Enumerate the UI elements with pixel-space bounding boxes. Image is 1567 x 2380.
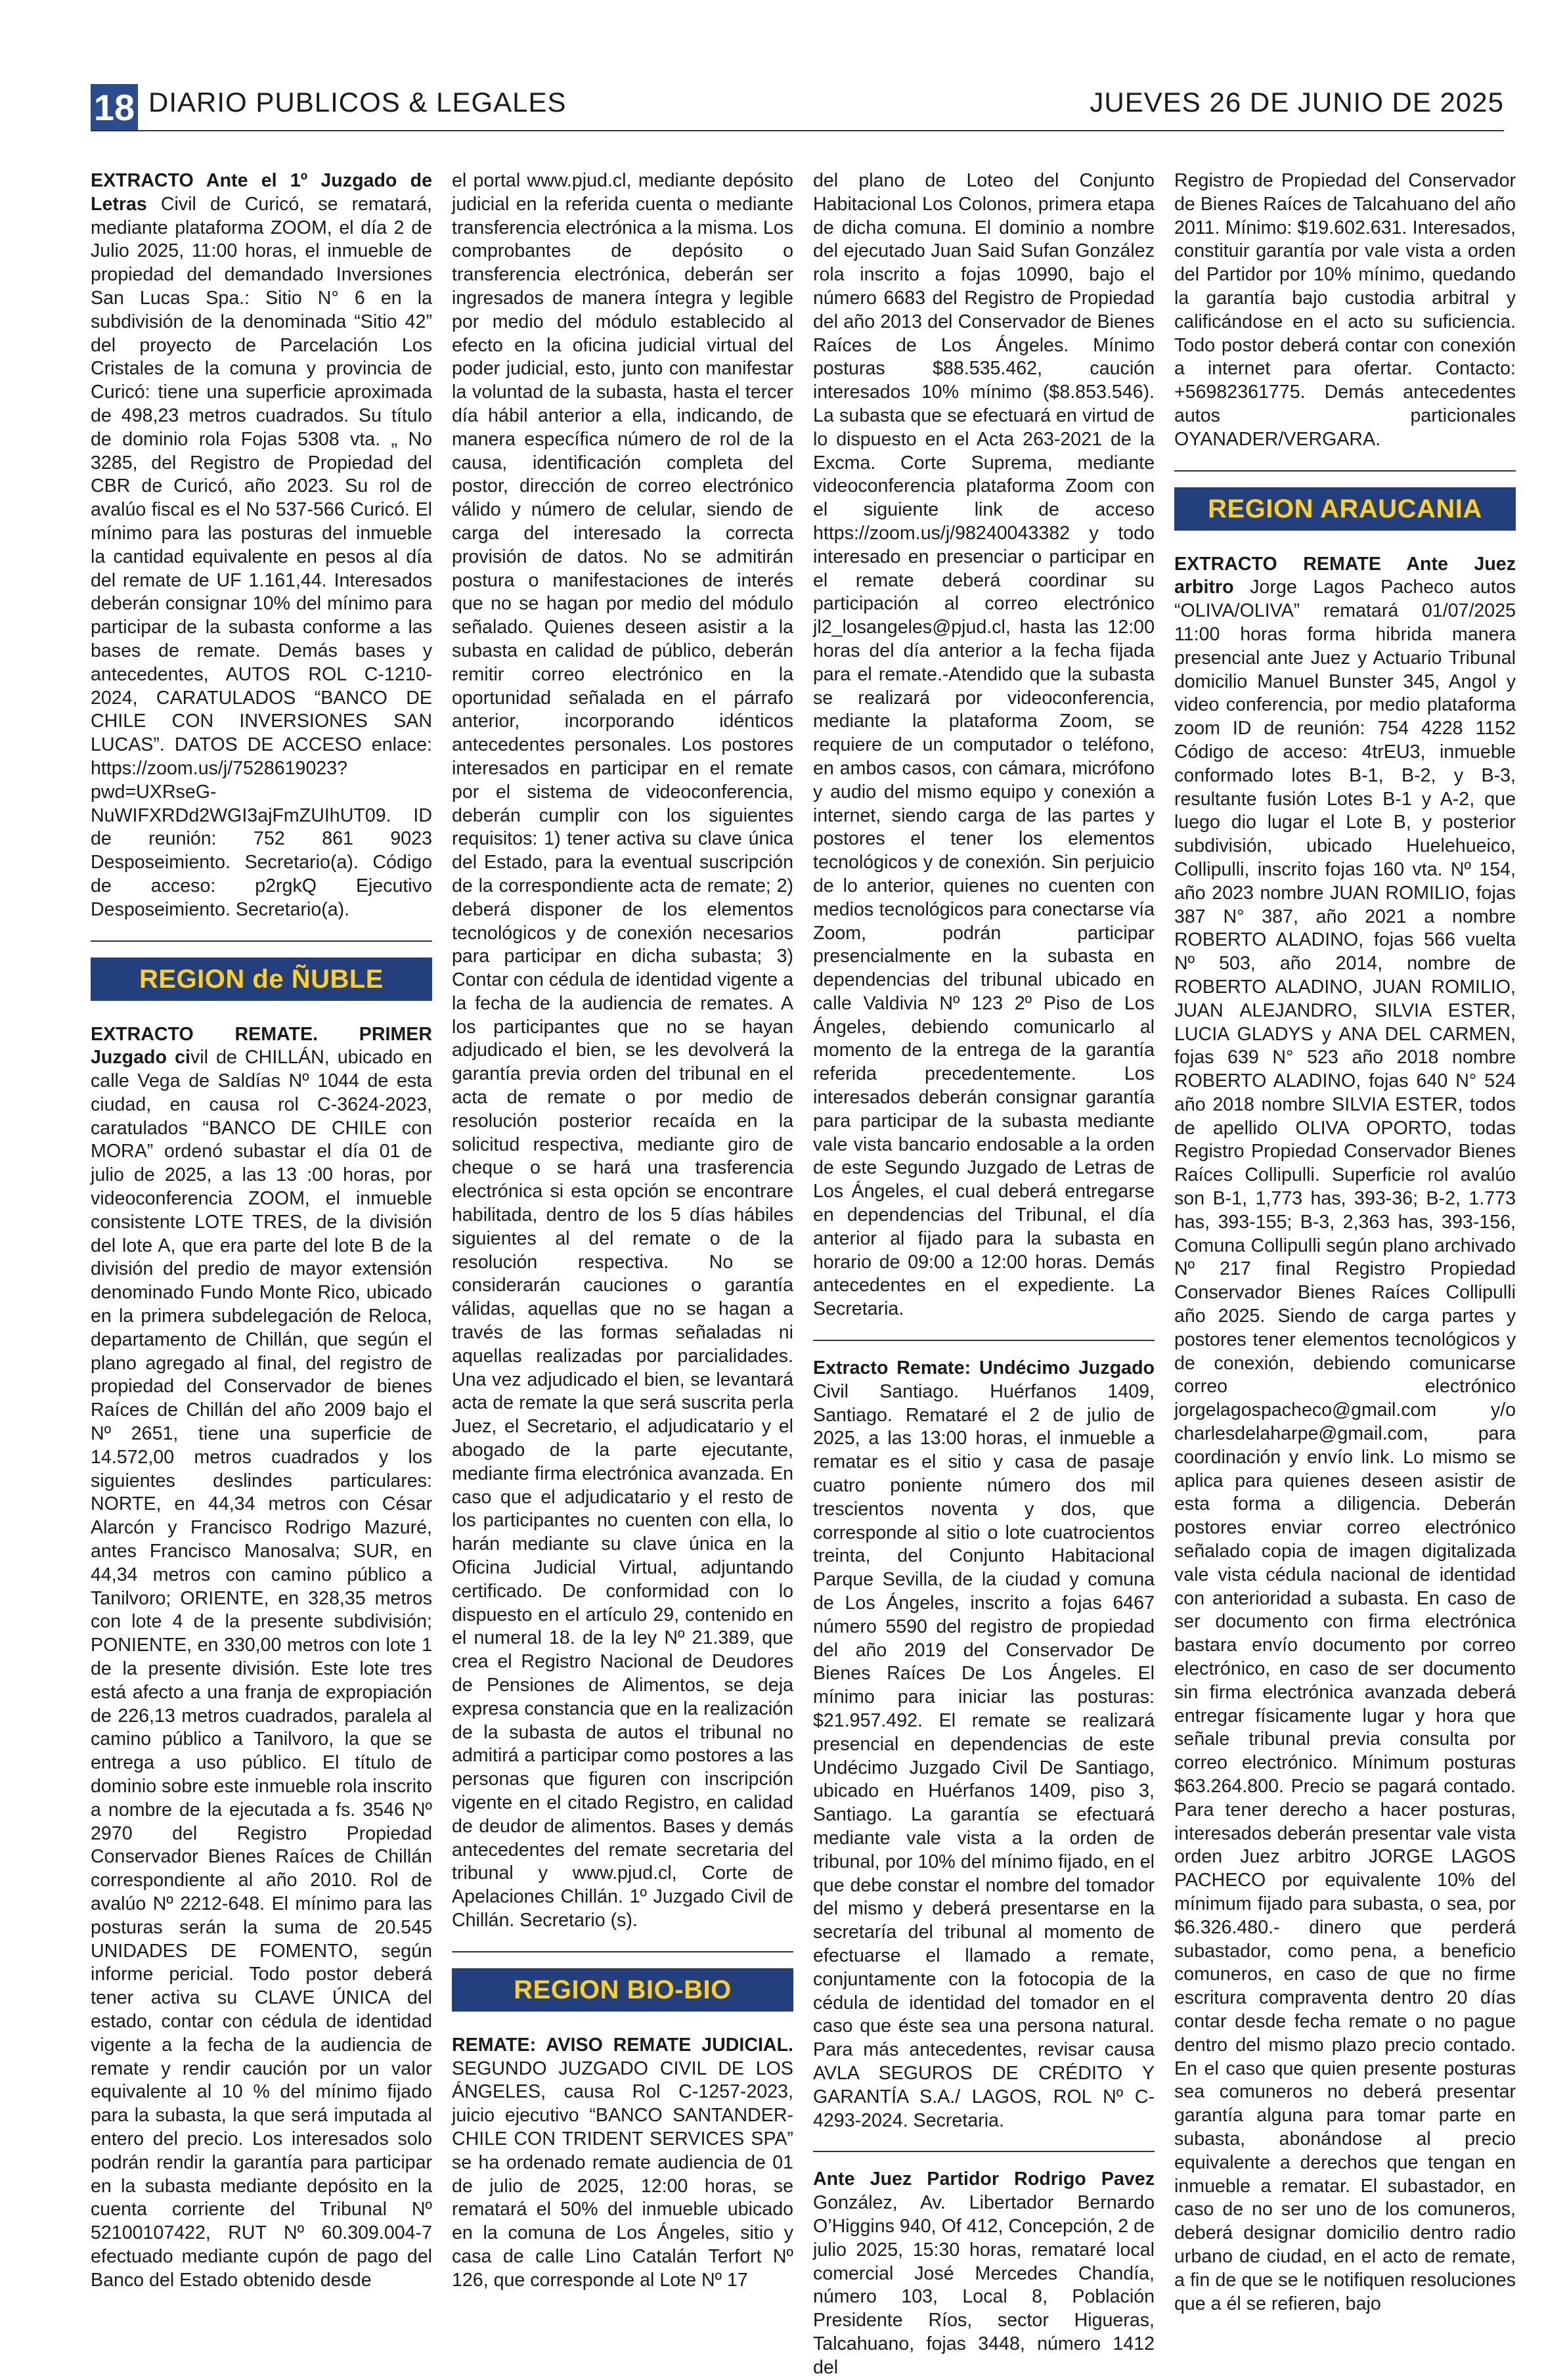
notice-body: González, Av. Libertador Bernardo O’Higgins 940, Of 412, Concepción, 2 de julio 2025, 15:30 horas, remataré local comercial José Mercedes Chandía, número 103, Local 8, Población Presidente Ríos, sector Higueras, Talcahuano, fojas 3448, número 1412 del [813,2192,1155,2378]
divider [813,1340,1155,1341]
notice-body: Civil de Curicó, se rematará, mediante plataforma ZOOM, el día 2 de Julio 2025, 11:00 horas, el inmueble de propiedad del demandado Inversiones San Lucas Spa.: Sitio N° 6 en la subdivisión de la denominada “Sitio 42” del proyecto de Parcelación Los Cristales de la comuna y provincia de Curicó: tiene una superficie aproximada de 498,23 metros cuadrados. Su título de dominio rola Fojas 5308 vta. „ No 3285, del Registro de Propiedad del CBR de Curicó, año 2023. Su rol de avalúo fiscal es el No 537-566 Curicó. El mínimo para las posturas del inmueble la cantidad equivalente en pesos al día del remate de UF 1.161,44. Interesados deberán consignar 10% del mínimo para participar de la subasta conforme a las bases de remate. Demás bases y antecedentes, AUTOS ROL C-1210-2024, CARATULADOS “BANCO DE CHILE CON INVERSIONES SAN LUCAS”. DATOS DE ACCESO enlace: https://zoom.us/j/7528619023?pwd=UXRseG-NuWIFXRDd2WGI3ajFmZUIhUT09. ID de reunión: 752 861 9023 Desposeimiento. Secretario(a). Código de acceso: p2rgkQ Ejecutivo Desposeimiento. Secretario(a). [91,193,432,920]
notice-body: SEGUNDO JUZGADO CIVIL DE LOS ÁNGELES, causa Rol C-1257-2023, juicio ejecutivo “BANCO SANTANDER-CHILE CON TRIDENT SERVICES SPA” se ha ordenado remate audiencia de 01 de julio de 2025, 12:00 horas, se rematará el 50% del inmueble ubicado en la comuna de Los Ángeles, sitio y casa de calle Lino Catalán Terfort Nº 126, que corresponde al Lote Nº 17 [452,2058,793,2291]
column-3 [813,169,1155,2378]
notice-lead: Ante Juez Partidor Rodrigo Pavez [813,2169,1155,2190]
issue-date: JUEVES 26 DE JUNIO DE 2025 [1090,87,1504,118]
page-number: 18 [91,84,138,131]
notice-lead: EXTRACTO REMATE. PRIMER Juzgado ci [91,1023,432,1069]
divider [91,940,432,942]
divider [813,2151,1155,2152]
divider [452,1951,793,1952]
newspaper-name: DIARIO PUBLICOS & LEGALES [148,87,567,118]
notice-lead: Extracto Remate: Undécimo Juzgado [813,1357,1155,1379]
notice-body: vil de CHILLÁN, ubicado en calle Vega de Saldías Nº 1044 de esta ciudad, en causa rol C-3624-2023, caratulados “BANCO DE CHILE con MORA” ordenó subastar el día 01 de julio de 2025, a las 13 :00 horas, por videoconferencia ZOOM, el inmueble consistente LOTE TRES, de la división del lote A, que era parte del lote B de la división del predio de mayor extensión denominado Fundo Monte Rico, ubicado en la primera subdelegación de Reloca, departamento de Chillán, que según el plano agregado al final, del registro de propiedad del Conservador de bienes Raíces de Chillán del año 2009 bajo el Nº 2651, tiene una superficie de 14.572,00 metros cuadrados y los siguientes deslindes particulares: NORTE, en 44,34 metros con César Alarcón y Francisco Rodrigo Mazuré, antes Francisco Manosalva; SUR, en 44,34 metros con camino público a Tanilvoro; ORIENTE, en 328,35 metros con lote 4 de la presente subdivisión; PONIENTE, en 330,00 metros con lote 1 de la presente división. Este lote tres está afecto a una franja de expropiación de 226,13 metros cuadrados, paralela al camino público a Tanilvoro, la que se entrega a uso público. El título de dominio sobre este inmueble rola inscrito a nombre de la ejecutada a fs. 3546 Nº 2970 del Registro Propiedad Conservador Bienes Raíces de Chillán correspondiente al año 2010. Rol de avalúo Nº 2212-648. El mínimo para las posturas serán la suma de 20.545 UNIDADES DE FOMENTO, según informe pericial. Todo postor deberá tener activa su CLAVE ÚNICA del estado, contar con cédula de identidad vigente a la fecha de la audiencia de remate y rendir caución por un valor equivalente al 10 % del mínimo fijado para la subasta, la que será imputada al entero del precio. Los interesados solo podrán rendir la garantía para participar en la subasta mediante depósito en la cuenta corriente del Tribunal Nº 52100107422, RUT Nº 60.309.004-7 efectuado mediante cupón de pago del Banco del Estado obtenido desde [91,1047,432,2291]
column-4 [1174,169,1516,2314]
divider [1174,470,1516,472]
notice-lead: REMATE: AVISO REMATE JUDICIAL. [452,2034,793,2056]
notice-chillan [91,1023,432,2293]
column-1 [91,169,432,2291]
notice-talcahuano-continued: Registro de Propiedad del Conservador de Bienes Raíces de Talcahuano del año 2011. Mínimo: $19.602.631. Interesados, constituir garantía por vale vista a orden del Partidor por 10% mínimo, quedando la garantía bajo custodia arbitral y calificándose en el acto su suficiencia. Todo postor deberá contar con conexión a internet para ofertar. Contacto: +56982361775. Demás antecedentes autos particionales OYANADER/VERGARA. [1174,170,1516,450]
notice-los-angeles-continued: del plano de Loteo del Conjunto Habitacional Los Colonos, primera etapa de dicha comuna. El dominio a nombre del ejecutado Juan Said Sufan González rola inscrito a fojas 10990, bajo el número 6683 del Registro de Propiedad del año 2013 del Conservador de Bienes Raíces de Los Ángeles. Mínimo posturas $88.535.462, caución interesados 10% mínimo ($8.853.546). La subasta que se efectuará en virtud de lo dispuesto en el Acta 263-2021 de la Excma. Corte Suprema, mediante videoconferencia plataforma Zoom con el siguiente link de acceso https://zoom.us/j/98240043382 y todo interesado en presenciar o participar en el remate deberá coordinar su participación al correo electrónico jl2_losangeles@pjud.cl, hasta las 12:00 horas del día anterior a la fecha fijada para el remate.-Atendido que la subasta se realizará por videoconferencia, mediante la plataforma Zoom, se requiere de un computador o teléfono, en ambos casos, con cámara, micrófono y audio del mismo equipo y conexión a internet, siendo carga de las partes y postores el tener los elementos tecnológicos y de conexión. Sin perjuicio de lo anterior, quienes no cuenten con medios tecnológicos para conectarse vía Zoom, podrán participar presencialmente en la subasta en dependencias del tribunal ubicado en calle Valdivia Nº 123 2º Piso de Los Ángeles, debiendo comunicarlo al momento de la entrega de la garantía referida precedentemente. Los interesados deberán consignar garantía para participar de la subasta mediante vale vista bancario endosable a la orden de este Segundo Juzgado de Letras de Los Ángeles, el cual deberá entregarse en dependencias del Tribunal, el día anterior al fijado para la subasta en horario de 09:00 a 12:00 horas. Demás antecedentes en el expediente. La Secretaria. [813,170,1155,1320]
column-2 [452,169,793,2291]
notice-lead: EXTRACTO REMATE Ante Juez arbitro [1174,553,1516,598]
notice-body: Civil Santiago. Huérfanos 1409, Santiago. Remataré el 2 de julio de 2025, a las 13:00 horas, el inmueble a rematar es el sitio y casa de pasaje cuatro poniente número dos mil trescientos noventa y dos, que corresponde al sitio o lote cuatrocientos treinta, del Conjunto Habitacional Parque Sevilla, de la ciudad y comuna de Los Ángeles, inscrito a fojas 6467 número 5590 del registro de propiedad del año 2019 del Conservador De Bienes Raíces De Los Ángeles. El mínimo para iniciar las posturas: $21.957.492. El remate se realizará presencial en dependencias de este Undécimo Juzgado Civil De Santiago, ubicado en Huérfanos 1409, piso 3, Santiago. La garantía se efectuará mediante vale vista a la orden de tribunal, por 10% del mínimo fijado, en el que debe constar el nombre del tomador del mismo y deberá presentarse en la secretaría del tribunal al momento de efectuarse el llamado a remate, conjuntamente con la fotocopia de la cédula de identidad del tomador en el caso que éste sea una persona natural. Para más antecedentes, revisar causa AVLA SEGUROS DE CRÉDITO Y GARANTÍA S.A./ LAGOS, ROL Nº C-4293-2024. Secretaria. [813,1380,1155,2131]
notice-lead: EXTRACTO Ante el 1º Juzgado de Letras [91,170,432,215]
notice-collipulli [1174,553,1516,2316]
notice-los-angeles [452,2034,793,2293]
notice-chillan-continued: el portal www.pjud.cl, mediante depósito judicial en la referida cuenta o mediante transferencia electrónica a la misma. Los comprobantes de depósito o transferencia electrónica, deberán ser ingresados de manera íntegra y legible por medio del módulo establecido al efecto en la oficina judicial virtual del poder judicial, esto, junto con manifestar la voluntad de la subasta, hasta el tercer día hábil anterior a ella, indicando, de manera específica número de rol de la causa, identificación completa del postor, dirección de correo electrónico válido y número de celular, siendo de carga del interesado la correcta provisión de datos. No se admitirán postura o manifestaciones de interés que no se hagan por medio del módulo señalado. Quienes deseen asistir a la subasta en calidad de público, deberán remitir correo electrónico en la oportunidad señalada en el párrafo anterior, incorporando idénticos antecedentes personales. Los postores interesados en participar en el remate por el sistema de videoconferencia, deberán cumplir con los siguientes requisitos: 1) tener activa su clave única del Estado, para la eventual suscripción de la correspondiente acta de remate; 2) deberá disponer de los elementos tecnológicos y de conexión necesarios para participar en dicha subasta; 3) Contar con cédula de identidad vigente a la fecha de la audiencia de remates. A los participantes que no se hayan adjudicado el bien, se les devolverá la garantía previa orden del tribunal en el acta de remate o por medio de resolución posterior recaída en la solicitud respectiva, mediante giro de cheque o se hará una trasferencia electrónica si esta opción se encontrare habilitada, dentro de los 5 días hábiles siguientes al del remate o de la resolución respectiva. No se considerarán cauciones o garantía válidas, aquellas que no se hagan a través de las formas señaladas ni aquellas realizadas por parcialidades. Una vez adjudicado el bien, se levantará acta de remate la que será suscrita perla Juez, el Secretario, el adjudicatario y el abogado de la parte ejecutante, mediante firma electrónica avanzada. En caso que el adjudicatario y el resto de los participantes no cuenten con ella, lo harán mediante su clave única en la Oficina Judicial Virtual, adjuntando certificado. De conformidad con lo dispuesto en el artículo 29, contenido en el numeral 18. de la ley Nº 21.389, que crea el Registro Nacional de Deudores de Pensiones de Alimentos, se deja expresa constancia que en la realización de la subasta de autos el tribunal no admitirá a participar como postores a las personas que figuren con inscripción vigente en el citado Registro, en calidad de deudor de alimentos. Bases y demás antecedentes del remate secretaria del tribunal y www.pjud.cl, Corte de Apelaciones Chillán. 1º Juzgado Civil de Chillán. Secretario (s). [452,170,793,1931]
header-rule [91,130,1504,131]
region-banner-nuble: REGION de ÑUBLE [91,958,432,1001]
notice-santiago [813,1357,1155,2132]
notice-body: Jorge Lagos Pacheco autos “OLIVA/OLIVA” rematará 01/07/2025 11:00 horas forma hibrida manera presencial ante Juez y Actuario Tribunal domicilio Manuel Bunster 345, Angol y video conferencia, por medio plataforma zoom ID de reunión: 754 4228 1152 Código de acceso: 4trEU3, inmueble conformado lotes B-1, B-2, y B-3, resultante fusión Lotes B-1 y A-2, que luego dio lugar el Lote B, y posterior subdivisión, ubicado Huelehueico, Collipulli, inscrito fojas 160 vta. Nº 154, año 2023 nombre JUAN ROMILIO, fojas 387 N° 387, año 2021 a nombre ROBERTO ALADINO, fojas 566 vuelta Nº 503, año 2014, nombre de ROBERTO ALADINO, JUAN ROMILIO, JUAN ALEJANDRO, SILVIA ESTER, LUCIA GLADYS y ANA DEL CARMEN, fojas 639 N° 523 año 2018 nombre ROBERTO ALADINO, fojas 640 N° 524 año 2018 nombre SILVIA ESTER, todos de apellido OLIVA OPORTO, todas Registro Propiedad Conservador Bienes Raíces Collipulli. Superficie rol avalúo son B-1, 1,773 has, 393-36; B-2, 1.773 has, 393-155; B-3, 2,363 has, 393-156, Comuna Collipulli según plano archivado Nº 217 final Registro Propiedad Conservador Bienes Raíces Collipulli año 2025. Siendo de carga partes y postores tener elementos tecnológicos y de conexión, debiendo comunicarse correo electrónico jorgelagospacheco@gmail.com y/o charlesdelaharpe@gmail.com, para coordinación y envío link. Lo mismo se aplica para quienes deseen asistir de esta forma a diligencia. Deberán postores enviar correo electrónico señalado copia de imagen digitalizada vale vista cédula nacional de identidad con anterioridad a subasta. En caso de ser documento con firma electrónica bastara envío documento por correo electrónico, en caso de ser documento sin firma electrónica avanzada deberá entregar físicamente lugar y hora que señale tribunal previa consulta por correo electrónico. Mínimum posturas $63.264.800. Precio se pagará contado. Para tener derecho a hacer posturas, interesados deberán presentar vale vista orden Juez arbitro JORGE LAGOS PACHECO por equivalente 10% del mínimum fijado para subasta, o sea, por $6.326.480.- dinero que perderá subastador, como pena, a beneficio comuneros, en caso de que no firme escritura compraventa dentro 20 días contar desde fecha remate o no pague dentro del mismo plazo precio contado. En el caso que quien presente posturas sea comuneros no deberá presentar garantía alguna para tomar parte en subasta, abonándose al precio equivalente a derechos que tengan en inmueble a rematar. El subastador, en caso de no ser uno de los comuneros, deberá designar domicilio dentro radio urbano de ciudad, en el acto de remate, a fin de que se le notifiquen resoluciones que a él se refieren, bajo [1174,577,1516,2314]
region-banner-biobio: REGION BIO-BIO [452,1968,793,2012]
notice-curico [91,169,432,922]
region-banner-araucania: REGION ARAUCANIA [1174,487,1516,531]
notice-talcahuano [813,2168,1155,2379]
